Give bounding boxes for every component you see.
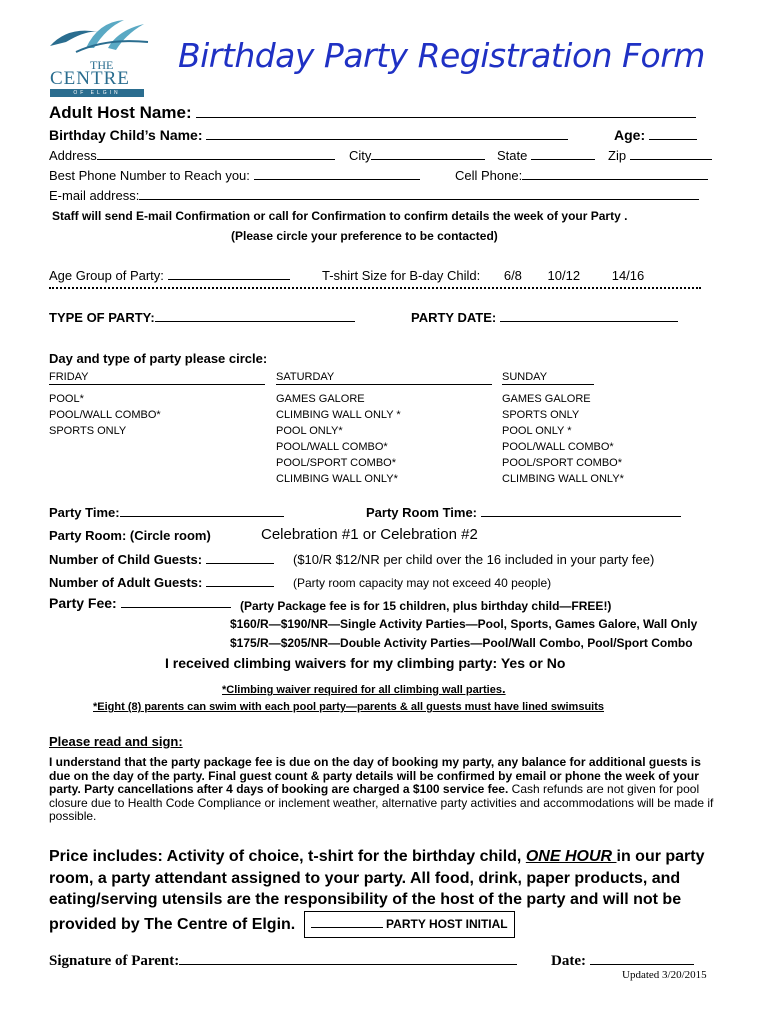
option-friday-sports[interactable]: SPORTS ONLY xyxy=(49,425,127,437)
day-header-sunday: SUNDAY xyxy=(502,371,594,385)
adult-host-field[interactable] xyxy=(196,117,696,118)
age-group-label: Age Group of Party: xyxy=(49,268,164,283)
type-of-party-field[interactable] xyxy=(155,321,355,322)
party-fee-label: Party Fee: xyxy=(49,595,117,611)
cell-phone-field[interactable] xyxy=(522,179,708,180)
child-name-field[interactable] xyxy=(206,139,568,140)
email-row xyxy=(49,188,699,203)
party-time-label: Party Time: xyxy=(49,505,120,520)
best-phone-field[interactable] xyxy=(254,179,420,180)
logo-centre: CENTRE xyxy=(50,68,130,89)
email-field[interactable] xyxy=(139,199,699,200)
adult-host-label: Adult Host Name: xyxy=(49,103,192,122)
host-initial-box[interactable] xyxy=(304,911,515,939)
sunday-column xyxy=(502,371,624,489)
host-initial-label: PARTY HOST INITIAL xyxy=(386,916,508,931)
age-row xyxy=(614,127,697,143)
address-label: Address xyxy=(49,148,97,163)
age-group-field[interactable] xyxy=(168,279,290,280)
celebration-options[interactable]: Celebration #1 or Celebration #2 xyxy=(261,526,478,543)
single-pricing: $160/R—$190/NR—Single Activity Parties—Pool, Sports, Games Galore, Wall Only xyxy=(230,617,698,631)
city-label: City xyxy=(349,148,372,163)
party-room-label: Party Room: (Circle room) xyxy=(49,528,211,543)
waiver-required: *Climbing waiver required for all climbing wall parties. xyxy=(222,681,506,696)
option-saturday-climbing[interactable]: CLIMBING WALL ONLY * xyxy=(276,409,401,421)
party-date-label: PARTY DATE: xyxy=(411,310,497,325)
divider xyxy=(49,287,701,297)
day-header-friday: FRIDAY xyxy=(49,371,265,385)
price-one-hour: ONE HOUR xyxy=(525,848,617,865)
terms-paragraph xyxy=(49,756,721,824)
state-label: State xyxy=(497,148,528,163)
date-row xyxy=(551,953,694,970)
tshirt-size-3[interactable]: 14/16 xyxy=(611,268,645,283)
option-friday-pool[interactable]: POOL* xyxy=(49,393,84,405)
saturday-column xyxy=(276,371,492,489)
waivers-question[interactable]: I received climbing waivers for my climbing party: Yes or No xyxy=(165,655,566,671)
party-time-field[interactable] xyxy=(120,516,284,517)
option-friday-pool-wall[interactable]: POOL/WALL COMBO* xyxy=(49,409,161,421)
signature-field[interactable] xyxy=(179,964,517,965)
price-includes xyxy=(49,846,729,938)
zip-field[interactable] xyxy=(630,159,712,160)
option-saturday-climbing-2[interactable]: CLIMBING WALL ONLY* xyxy=(276,473,398,485)
party-room-time-label: Party Room Time: xyxy=(366,505,478,520)
day-header-saturday: SATURDAY xyxy=(276,371,492,385)
party-date-row xyxy=(411,310,678,325)
signature-row xyxy=(49,953,517,970)
friday-column xyxy=(49,371,265,441)
staff-note: Staff will send E-mail Confirmation or call for Confirmation to confirm details the week of your Party . xyxy=(52,209,628,223)
double-pricing: $175/R—$205/NR—Double Activity Parties—Pool/Wall Combo, Pool/Sport Combo xyxy=(230,636,693,650)
state-field[interactable] xyxy=(531,159,595,160)
cell-phone-row xyxy=(455,168,708,183)
party-fee-field[interactable] xyxy=(121,607,231,608)
child-guests-note: ($10/R $12/NR per child over the 16 included in your party fee) xyxy=(293,552,655,567)
type-of-party-label: TYPE OF PARTY: xyxy=(49,310,155,325)
city-field[interactable] xyxy=(371,159,485,160)
child-name-row xyxy=(49,127,568,143)
read-sign-heading: Please read and sign: xyxy=(49,734,183,749)
option-sunday-games[interactable]: GAMES GALORE xyxy=(502,393,591,405)
zip-row xyxy=(608,148,712,163)
party-fee-row xyxy=(49,595,231,611)
option-sunday-pool[interactable]: POOL ONLY * xyxy=(502,425,572,437)
age-label: Age: xyxy=(614,127,646,143)
adult-guests-field[interactable] xyxy=(206,586,274,587)
email-label: E-mail address: xyxy=(49,188,140,203)
option-sunday-climbing[interactable]: CLIMBING WALL ONLY* xyxy=(502,473,624,485)
party-room-time-row xyxy=(366,505,681,520)
terms-bold: I understand that the party package fee is due on the day of booking my party, any balance for additional guests is due on the day of the party. Final guest count & party details will be confirmed by email or phone the week of your party. Party cancellations after 4 days of booking are charged a $100 service fee. xyxy=(49,755,701,797)
child-guests-label: Number of Child Guests: xyxy=(49,552,203,567)
centre-logo xyxy=(46,18,156,98)
option-saturday-pool-wall[interactable]: POOL/WALL COMBO* xyxy=(276,441,388,453)
tshirt-size-1[interactable]: 6/8 xyxy=(503,268,522,283)
circle-preference: (Please circle your preference to be contacted) xyxy=(231,229,498,243)
child-guests-field[interactable] xyxy=(206,563,274,564)
logo-of-elgin: OF ELGIN xyxy=(50,89,144,97)
signature-label: Signature of Parent: xyxy=(49,953,180,969)
address-row xyxy=(49,148,335,163)
tshirt-row xyxy=(322,268,644,283)
address-field[interactable] xyxy=(97,159,335,160)
option-sunday-pool-sport[interactable]: POOL/SPORT COMBO* xyxy=(502,457,623,469)
option-saturday-pool-sport[interactable]: POOL/SPORT COMBO* xyxy=(276,457,397,469)
child-guests-row xyxy=(49,552,274,567)
option-saturday-games[interactable]: GAMES GALORE xyxy=(276,393,365,405)
package-note: (Party Package fee is for 15 children, plus birthday child—FREE!) xyxy=(240,599,612,613)
adult-guests-row xyxy=(49,575,274,590)
state-row xyxy=(497,148,595,163)
price-text-a: Price includes: Activity of choice, t-shirt for the birthday child, xyxy=(49,848,526,865)
party-room-time-field[interactable] xyxy=(481,516,681,517)
party-time-row xyxy=(49,505,284,520)
day-type-heading: Day and type of party please circle: xyxy=(49,351,268,366)
age-field[interactable] xyxy=(649,139,697,140)
terms-normal: Cash refunds are not given for pool closure due to Health Code Compliance or inclement weather, alternative party activities and accommodations will be made if possible. xyxy=(49,782,714,824)
logo-the: THE xyxy=(90,58,114,72)
adult-guests-note: (Party room capacity may not exceed 40 people) xyxy=(293,576,552,590)
city-row xyxy=(349,148,485,163)
type-of-party-row xyxy=(49,310,355,325)
tshirt-label: T-shirt Size for B-day Child: xyxy=(322,268,481,283)
zip-label: Zip xyxy=(608,148,627,163)
best-phone-label: Best Phone Number to Reach you: xyxy=(49,168,250,183)
page-title: Birthday Party Registration Form xyxy=(178,36,705,75)
date-label: Date: xyxy=(551,953,586,969)
option-sunday-sports[interactable]: SPORTS ONLY xyxy=(502,409,580,421)
swim-note: *Eight (8) parents can swim with each pool party—parents & all guests must have lined swimsuits xyxy=(93,701,605,713)
option-saturday-pool[interactable]: POOL ONLY* xyxy=(276,425,343,437)
date-field[interactable] xyxy=(590,964,694,965)
option-sunday-pool-wall[interactable]: POOL/WALL COMBO* xyxy=(502,441,614,453)
adult-guests-label: Number of Adult Guests: xyxy=(49,575,203,590)
party-date-field[interactable] xyxy=(500,321,678,322)
price-text-b: in our party room, a party attendant assigned to your party. All food, drink, paper products, and eating/serving utensils are the responsibility of the host of the party and will not be provided by The Centre of Elgin. xyxy=(49,848,705,933)
age-group-row xyxy=(49,268,290,283)
tshirt-size-2[interactable]: 10/12 xyxy=(547,268,581,283)
adult-host-row xyxy=(49,103,696,123)
cell-phone-label: Cell Phone: xyxy=(455,168,523,183)
best-phone-row xyxy=(49,168,420,183)
child-name-label: Birthday Child’s Name: xyxy=(49,127,203,143)
updated-date: Updated 3/20/2015 xyxy=(622,969,707,981)
